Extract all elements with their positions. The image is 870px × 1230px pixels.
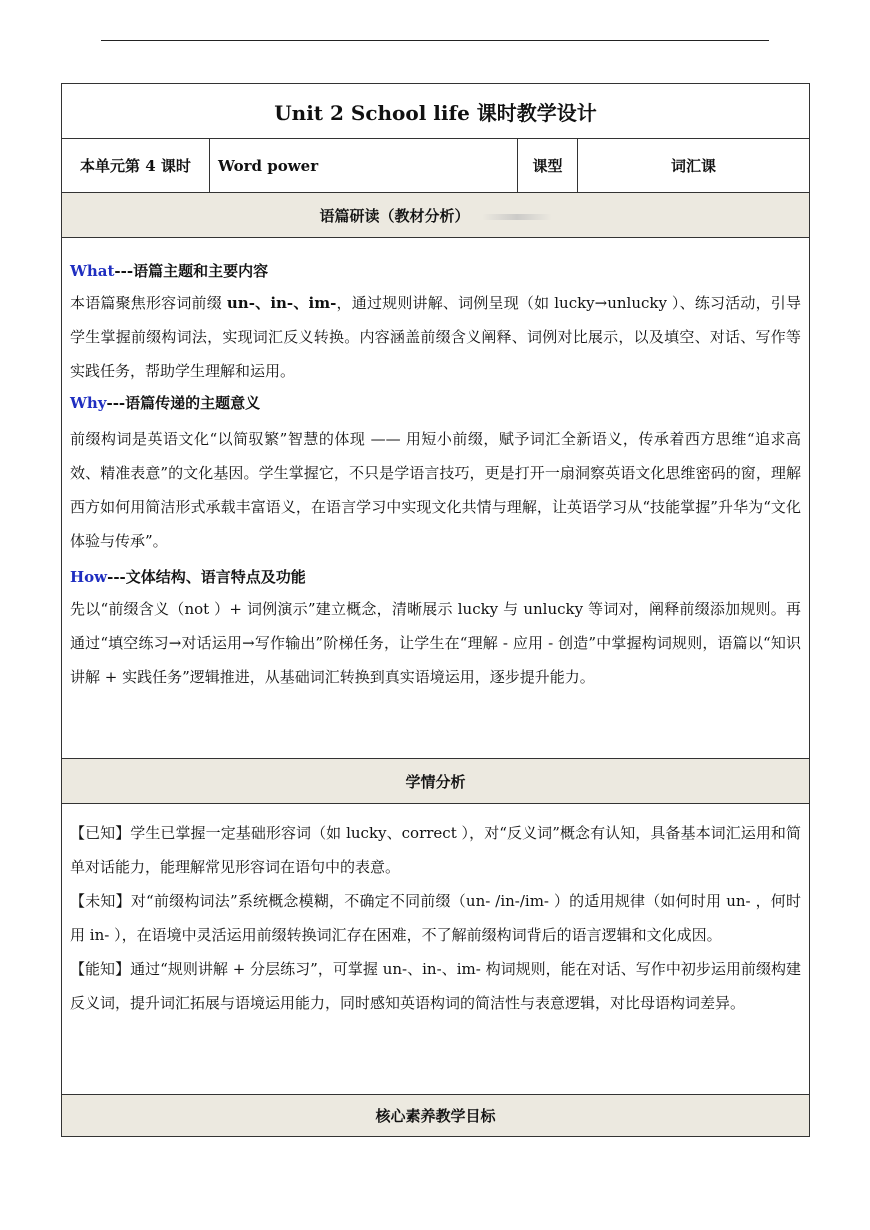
learner-analysis-content <box>62 804 810 1095</box>
what-paragraph <box>70 286 801 388</box>
how-heading <box>70 564 801 590</box>
what-heading-cn: ---语篇主题和主要内容 <box>114 262 269 280</box>
why-paragraph: 前缀构词是英语文化“以简驭繁”智慧的体现 —— 用短小前缀，赋予词汇全新语义，传承着西方思维“追求高效、精准表意”的文化基因。学生掌握它，不只是学语言技巧，更是打开一扇洞察英语文化思维密码的窗，理解西方如何用简洁形式承载丰富语义，在语言学习中实现文化共情与理解，让英语学习从“技能掌握”升华为“文化体验与传承”。 <box>70 430 801 550</box>
able-paragraph: 【能知】通过“规则讲解 + 分层练习”，可掌握 un-、in-、im- 构词规则，能在对话、写作中初步运用前缀构建反义词，提升词汇拓展与语境运用能力，同时感知英语构词的简洁性与表意逻辑，对比母语构词差异。 <box>70 960 801 1012</box>
document-title: Unit 2 School life 课时教学设计 <box>62 84 810 139</box>
what-para-pre: 本语篇聚焦形容词前缀 <box>70 294 227 312</box>
why-heading-en: Why <box>70 394 107 412</box>
lesson-topic: Word power <box>210 139 518 193</box>
text-study-content <box>62 238 810 759</box>
lesson-type-value: 词汇课 <box>578 139 810 193</box>
unknown-paragraph: 【未知】对“前缀构词法”系统概念模糊，不确定不同前缀（un- /in-/im- ）的适用规律（如何时用 un- ，何时用 in- ），在语境中灵活运用前缀转换词汇存在困难，不了解前缀构词背后的语言逻辑和文化成因。 <box>70 892 801 944</box>
what-para-prefixes: un-、in-、im- <box>226 294 337 312</box>
why-heading <box>70 390 801 416</box>
how-heading-en: How <box>70 568 108 586</box>
section-header-core-goals: 核心素养教学目标 <box>62 1095 810 1137</box>
lesson-type-label: 课型 <box>518 139 578 193</box>
why-heading-cn: ---语篇传递的主题意义 <box>106 394 261 412</box>
what-heading <box>70 258 801 284</box>
section-header-learner-analysis: 学情分析 <box>62 759 810 804</box>
section-header-text-study <box>62 193 810 238</box>
what-para-post: ，通过规则讲解、词例呈现（如 lucky→unlucky ）、练习活动，引导学生掌握前缀构词法，实现词汇反义转换。内容涵盖前缀含义阐释、词例对比展示，以及填空、对话、写作等实践任务，帮助学生理解和运用。 <box>70 294 801 380</box>
how-paragraph: 先以“前缀含义（not ）+ 词例演示”建立概念，清晰展示 lucky 与 unlucky 等词对，阐释前缀添加规则。再通过“填空练习→对话运用→写作输出”阶梯任务，让学生在“理解 - 应用 - 创造”中掌握构词规则，语篇以“知识讲解 + 实践任务”逻辑推进，从基础词汇转换到真实语境运用，逐步提升能力。 <box>70 600 801 686</box>
how-heading-cn: ---文体结构、语言特点及功能 <box>107 568 306 586</box>
header-rule <box>101 40 769 41</box>
lesson-number-label: 本单元第 4 课时 <box>62 139 210 193</box>
section-header-text-study-label: 语篇研读（教材分析） <box>319 206 470 225</box>
lesson-plan-table <box>61 83 810 1137</box>
known-paragraph: 【已知】学生已掌握一定基础形容词（如 lucky、correct ），对“反义词”概念有认知，具备基本词汇运用和简单对话能力，能理解常见形容词在语句中的表意。 <box>70 824 801 876</box>
watermark-mark <box>482 214 552 220</box>
what-heading-en: What <box>70 262 115 280</box>
